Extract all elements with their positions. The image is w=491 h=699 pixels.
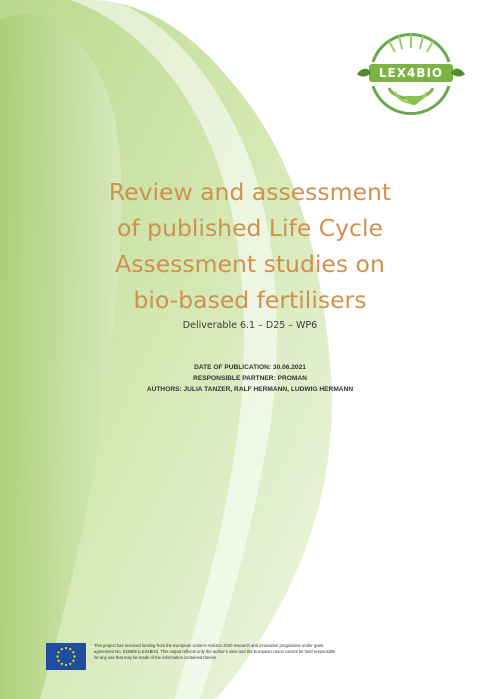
lex4bio-logo	[355, 22, 467, 122]
publication-date: DATE OF PUBLICATION: 30.06.2021	[194, 364, 306, 371]
eu-stars-icon	[46, 643, 86, 670]
responsible-partner: RESPONSIBLE PARTNER: PROMAN	[193, 375, 307, 382]
document-title	[60, 174, 440, 318]
title-line: bio-based fertilisers	[133, 286, 367, 314]
funding-disclaimer: This project has received funding from the European Union’s Horizon 2020 research and innovation programme under grant agreement No. 818309 (LEX4BIO). This output reflects only the author’s view and the European Union cannot be held responsible for any use that may be made of the information contained therein	[94, 643, 336, 661]
logo-text: LEX4BIO	[378, 66, 444, 80]
eu-star	[72, 660, 74, 662]
title-line: Review and assessment	[108, 178, 392, 206]
eu-star	[65, 647, 67, 649]
deliverable-subtitle: Deliverable 6.1 – D25 – WP6	[182, 320, 318, 331]
eu-star	[73, 655, 75, 657]
eu-star	[61, 663, 63, 665]
eu-star	[56, 655, 58, 657]
title-line: of published Life Cycle	[117, 214, 383, 242]
eu-star	[58, 660, 60, 662]
eu-star	[69, 663, 71, 665]
eu-star	[72, 651, 74, 653]
eu-star	[61, 648, 63, 650]
publication-meta	[100, 362, 400, 395]
eu-star	[69, 648, 71, 650]
title-line: Assessment studies on	[115, 250, 385, 278]
eu-star	[65, 664, 67, 666]
eu-star	[58, 651, 60, 653]
eu-flag-icon	[46, 643, 86, 670]
authors: AUTHORS: JULIA TANZER, RALF HERMANN, LUDWIG HERMANN	[146, 386, 354, 393]
